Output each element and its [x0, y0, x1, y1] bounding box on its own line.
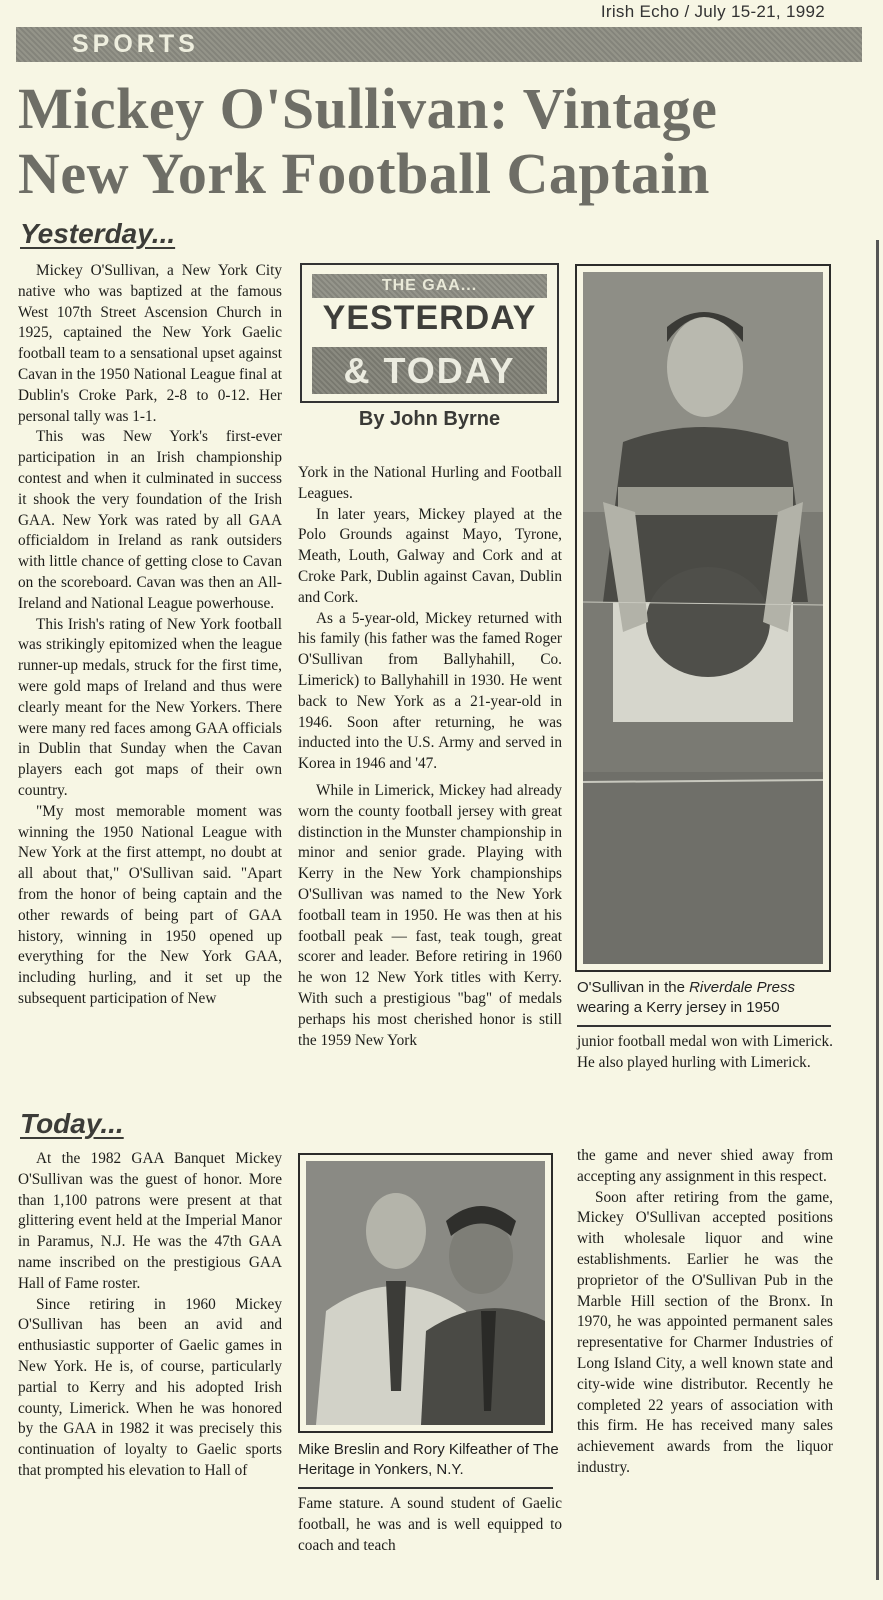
player-photo-illustration	[583, 272, 823, 964]
divider-rule	[298, 1487, 553, 1489]
series-logo-box	[300, 263, 559, 403]
today-heading: Today...	[20, 1108, 124, 1139]
banquet-photo-illustration	[306, 1161, 545, 1425]
photo-frame-2	[298, 1153, 553, 1433]
headline	[18, 76, 868, 206]
today-column-2	[298, 1494, 562, 1556]
paragraph: Since retiring in 1960 Mickey O'Sullivan has been an avid and enthusiastic supporter of Gaelic games in New York. He is, of course, particularly partial to Kerry and his adopted Irish county, Limerick. When he was honored by the GAA in 1982 it was precisely this continuation of loyalty to Gaelic sports that prompted his elevation to Hall of	[18, 1295, 282, 1479]
article-column-2	[298, 463, 562, 1051]
photo-2-caption: Mike Breslin and Rory Kilfeather of The Heritage in Yonkers, N.Y.	[298, 1441, 559, 1478]
paragraph: As a 5-year-old, Mickey returned with his family (his father was the famed Roger O'Sullivan from Ballyhahill, Co. Limerick) to Ballyhahill in 1930. He went back to New York as a 21-year-old in 1946. Soon after returning, he was inducted into the U.S. Army and served in Korea in 1946 and '47.	[298, 609, 562, 773]
article-column-3-top	[577, 1032, 833, 1074]
paragraph: In later years, Mickey played at the Polo Grounds against Mayo, Tyrone, Meath, Louth, Galway and Cork and at Croke Park, Dublin against Cavan, Dublin and Cork.	[298, 505, 562, 606]
paragraph: This Irish's rating of New York football was strikingly epitomized when the league runner-up medals, struck for the first time, were gold maps of Ireland and thus were clearly meant for the New Yorkers. There were many red faces among GAA officials in Dublin that Sunday when the Cavan players each got maps of their own country.	[18, 615, 282, 799]
caption-text: wearing a Kerry jersey in 1950	[577, 999, 780, 1016]
photo-1-caption	[577, 978, 847, 1018]
series-logo-middle: YESTERDAY	[322, 299, 537, 337]
paragraph: junior football medal won with Limerick. He also played hurling with Limerick.	[577, 1033, 833, 1071]
paragraph: "My most memorable moment was winning the 1950 National League with New York at the first attempt, no doubt at all about that," O'Sullivan said. "Apart from the honor of being captain and the other rewards of being part of GAA history, winning in 1950 opened up everything for the New York GAA, including hurling, and it set up the subsequent participation of New	[18, 802, 282, 1007]
yesterday-heading: Yesterday...	[20, 218, 176, 249]
section-banner	[16, 27, 862, 62]
paragraph: York in the National Hurling and Football Leagues.	[298, 464, 562, 502]
byline: By John Byrne	[358, 408, 501, 430]
paragraph: the game and never shied away from accepting any assignment in this respect.	[577, 1147, 833, 1185]
photo-frame-1	[575, 264, 831, 972]
divider-rule	[577, 1025, 831, 1027]
today-column-1	[18, 1149, 282, 1482]
headline-line-2: New York Football Captain	[18, 141, 710, 206]
headline-line-1: Mickey O'Sullivan: Vintage	[18, 76, 718, 141]
article-column-1	[18, 261, 282, 1010]
paragraph: While in Limerick, Mickey had already worn the county football jersey with great distinction in the Munster championship in minor and senior grade. Playing with Kerry in the New York championships O'Sullivan was named to the New York football team in 1950. He was then at his football peak — fast, teak tough, great scorer and leader. Before retiring in 1960 he won 12 New York titles with Kerry. With such a prestigious "bag" of medals perhaps his most cherished honor is still the 1959 New York	[298, 781, 562, 1049]
paragraph: This was New York's first-ever participation in an Irish championship contest and when it culminated in success it shook the very foundation of the Irish GAA. New York was rated by all GAA officialdom in Ireland as rank outsiders with little chance of getting close to Cavan on the scoreboard. Cavan was then an All-Ireland and National League powerhouse.	[18, 428, 282, 612]
paragraph: Mickey O'Sullivan, a New York City native who was baptized at the famous West 107th Street Ascension Church in 1925, captained the New York Gaelic football team to a sensational upset against Cavan in the 1950 National League final at Dublin's Croke Park, 2-8 to 0-12. Her personal tally was 1-1.	[18, 262, 282, 425]
today-column-3	[577, 1146, 833, 1479]
player-photo	[583, 272, 823, 964]
paragraph: Soon after retiring from the game, Mickey O'Sullivan accepted positions with wholesale liquor and wine establishments. Earlier he was the proprietor of the O'Sullivan Pub in the Marble Hill section of the Bronx. In 1970, he was appointed permanent sales representative for Charmer Industries of Long Island City, a well known state and city-wide wine distributor. Recently he completed 22 years of association with this firm. He has received many sales achievement awards from the liquor industry.	[577, 1188, 833, 1476]
section-label: SPORTS	[72, 30, 199, 58]
page-edge-shadow	[876, 240, 879, 1580]
series-logo-top: THE GAA...	[312, 274, 547, 298]
paragraph: Fame stature. A sound student of Gaelic football, he was and is well equipped to coach and teach	[298, 1495, 562, 1554]
banquet-photo	[306, 1161, 545, 1425]
series-logo-bottom: & TODAY	[312, 347, 547, 394]
masthead-date: Irish Echo / July 15-21, 1992	[600, 2, 825, 21]
caption-text: O'Sullivan in the	[577, 979, 690, 996]
paragraph: At the 1982 GAA Banquet Mickey O'Sullivan was the guest of honor. More than 1,100 patrons were present at that glittering event held at the Imperial Manor in Paramus, N.J. He was the 47th GAA name inscribed on the prestigious GAA Hall of Fame roster.	[18, 1150, 282, 1292]
caption-publication: Riverdale Press	[689, 979, 795, 996]
